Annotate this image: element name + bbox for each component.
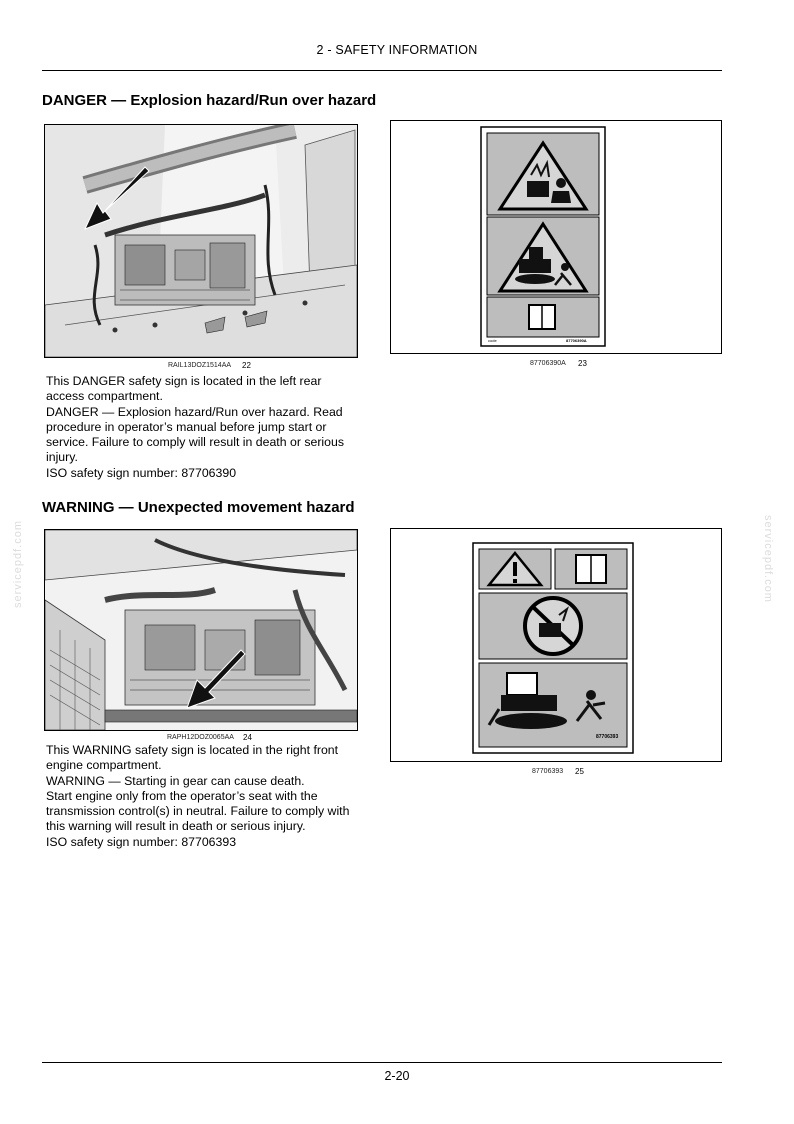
body-line: This WARNING safety sign is located in the right front	[46, 743, 339, 757]
photo-left-rear-compartment	[44, 124, 358, 358]
header-rule	[42, 70, 722, 71]
body-line: this warning will result in death or serious injury.	[46, 819, 306, 834]
watermark-right: servicepdf.com	[762, 515, 774, 603]
body-line: injury.	[46, 450, 78, 465]
body-line: service. Failure to comply will result in death or serious	[46, 435, 344, 450]
sign-code-label-1: code	[488, 338, 497, 343]
section-body-danger	[46, 374, 376, 481]
section-title-danger: DANGER — Explosion hazard/Run over hazard	[42, 92, 377, 109]
sign-number-1: 23	[578, 359, 587, 368]
body-line: Start engine only from the operator’s seat with the	[46, 788, 318, 803]
body-line: ISO safety sign number: 87706393	[46, 834, 237, 849]
body-line: transmission control(s) in neutral. Failure to comply with	[46, 804, 350, 819]
page-number: 2-20	[384, 1069, 410, 1083]
watermark-left: servicepdf.com	[12, 520, 24, 608]
body-line: DANGER — Explosion hazard/Run over hazard. Read	[46, 404, 343, 419]
safety-sign-frame-2	[390, 528, 722, 762]
body-line: engine compartment.	[46, 758, 162, 773]
section-title-warning: WARNING — Unexpected movement hazard	[42, 499, 355, 516]
footer-rule	[42, 1062, 722, 1063]
body-line: This DANGER safety sign is located in the left rear	[46, 374, 322, 388]
sign-code-2: 87706393	[596, 734, 619, 740]
sign-number-2: 25	[575, 767, 584, 776]
sign-code-1: 87706390A	[566, 338, 587, 343]
body-line: ISO safety sign number: 87706390	[46, 465, 237, 480]
body-line: access compartment.	[46, 389, 163, 404]
safety-sign-frame-1	[390, 120, 722, 354]
section-body-warning	[46, 743, 376, 850]
photo-number-1: 22	[242, 361, 251, 370]
photo-caption-1: RAIL13DOZ1514AA	[168, 362, 232, 369]
photo-caption-2: RAPH12DOZ0065AA	[167, 734, 234, 741]
sign-caption-1: 87706390A	[530, 360, 566, 367]
page-header-title: 2 - SAFETY INFORMATION	[316, 43, 478, 57]
photo-right-front-compartment	[44, 529, 358, 731]
body-line: procedure in operator’s manual before jump start or	[46, 419, 327, 434]
sign-caption-2: 87706393	[532, 768, 564, 775]
body-line: WARNING — Starting in gear can cause death.	[46, 773, 305, 788]
photo-number-2: 24	[243, 733, 252, 742]
